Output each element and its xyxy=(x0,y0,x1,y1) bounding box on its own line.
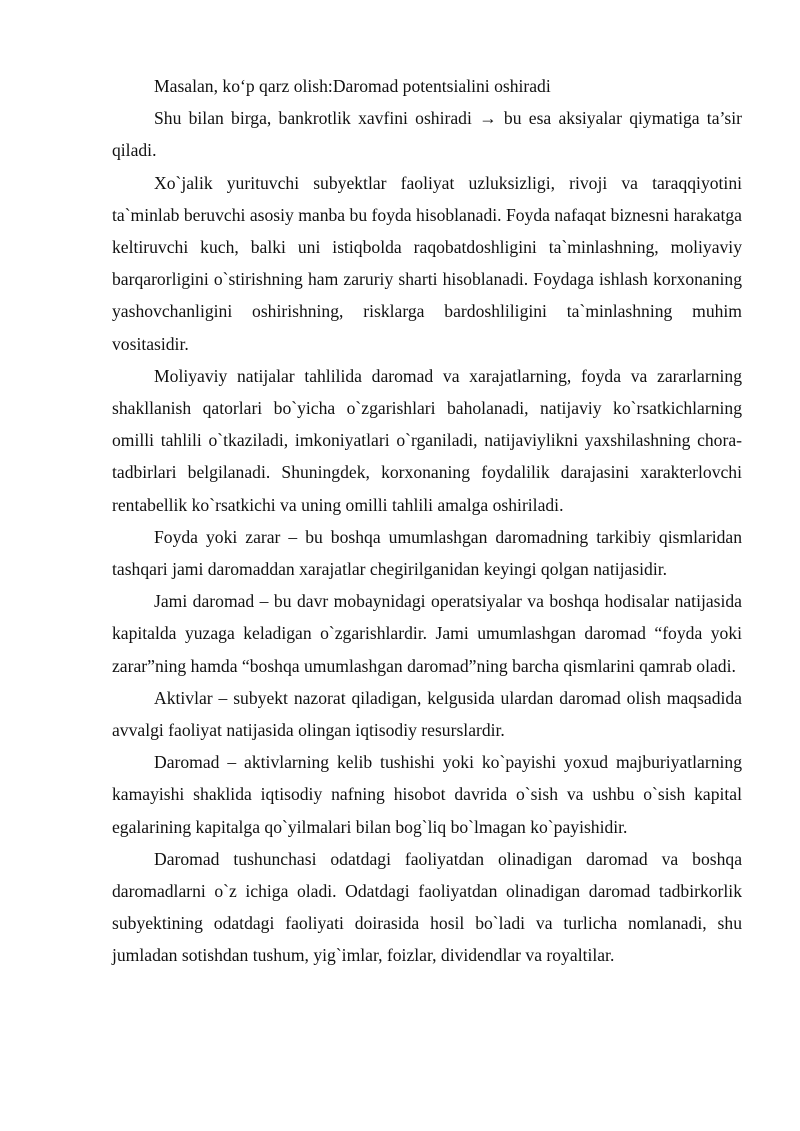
paragraph-financial-results-analysis: Moliyaviy natijalar tahlilida daromad va xarajatlarning, foyda va zararlarning shakllanish qatorlari bo`yicha o`zgarishlari baholanadi, natijaviy ko`rsatkichlarning omilli tahlili o`tkaziladi, imkoniyatlari o`rganiladi, natijaviylikni yaxshilashning chora-tadbirlari belgilanadi. Shuningdek, korxonaning foydalilik darajasini xarakterlovchi rentabellik ko`rsatkichi va uning omilli tahlili amalga oshiriladi. xyxy=(112,365,742,515)
paragraph-assets-definition: Aktivlar – subyekt nazorat qiladigan, kelgusida ulardan daromad olish maqsadida avvalgi faoliyat natijasida olingan iqtisodiy resurslardir. xyxy=(112,687,742,741)
paragraph-total-income-definition: Jami daromad – bu davr mobaynidagi operatsiyalar va boshqa hodisalar natijasida kapitalda yuzaga keladigan o`zgarishlardir. Jami umumlashgan daromad “foyda yoki zarar”ning hamda “boshqa umumlashgan daromad”ning barcha qismlarini qamrab oladi. xyxy=(112,591,742,676)
paragraph-profit-source: Xo`jalik yurituvchi subyektlar faoliyat uzluksizligi, rivoji va taraqqiyotini ta`minlab beruvchi asosiy manba bu foyda hisoblanadi. Foyda nafaqat biznesni harakatga keltiruvchi kuch, balki uni istiqbolda raqobatdoshligini ta`minlashning, moliyaviy barqarorligini o`stirishning ham zaruriy sharti hisoblanadi. Foydaga ishlash korxonaning yashovchanligini oshirishning, risklarga bardoshliligini ta`minlashning muhim vositasidir. xyxy=(112,172,742,354)
paragraph-debt-example: Masalan, ko‘p qarz olish:Daromad potentsialini oshiradi xyxy=(154,76,551,96)
paragraph-income-definition: Daromad – aktivlarning kelib tushishi yoki ko`payishi yoxud majburiyatlarning kamayishi shaklida iqtisodiy nafning hisobot davrida o`sish va ushbu o`sish kapital egalarining kapitalga qo`yilmalari bilan bog`liq bo`lmagan ko`payishidir. xyxy=(112,752,742,837)
paragraph-income-concept: Daromad tushunchasi odatdagi faoliyatdan olinadigan daromad va boshqa daromadlarni o`z ichiga oladi. Odatdagi faoliyatdan olinadigan daromad tadbirkorlik subyektining odatdagi faoliyati doirasida hosil bo`ladi va turlicha nomlanadi, shu jumladan sotishdan tushum, yig`imlar, foizlar, dividendlar va royaltilar. xyxy=(112,848,742,966)
paragraph-profit-or-loss-definition: Foyda yoki zarar – bu boshqa umumlashgan daromadning tarkibiy qismlaridan tashqari jami daromaddan xarajatlar chegirilganidan keyingi qolgan natijasidir. xyxy=(112,526,742,580)
document-page xyxy=(112,70,742,972)
paragraph-bankruptcy-risk: Shu bilan birga, bankrotlik xavfini oshiradi → bu esa aksiyalar qiymatiga ta’sir qiladi. xyxy=(112,108,742,161)
